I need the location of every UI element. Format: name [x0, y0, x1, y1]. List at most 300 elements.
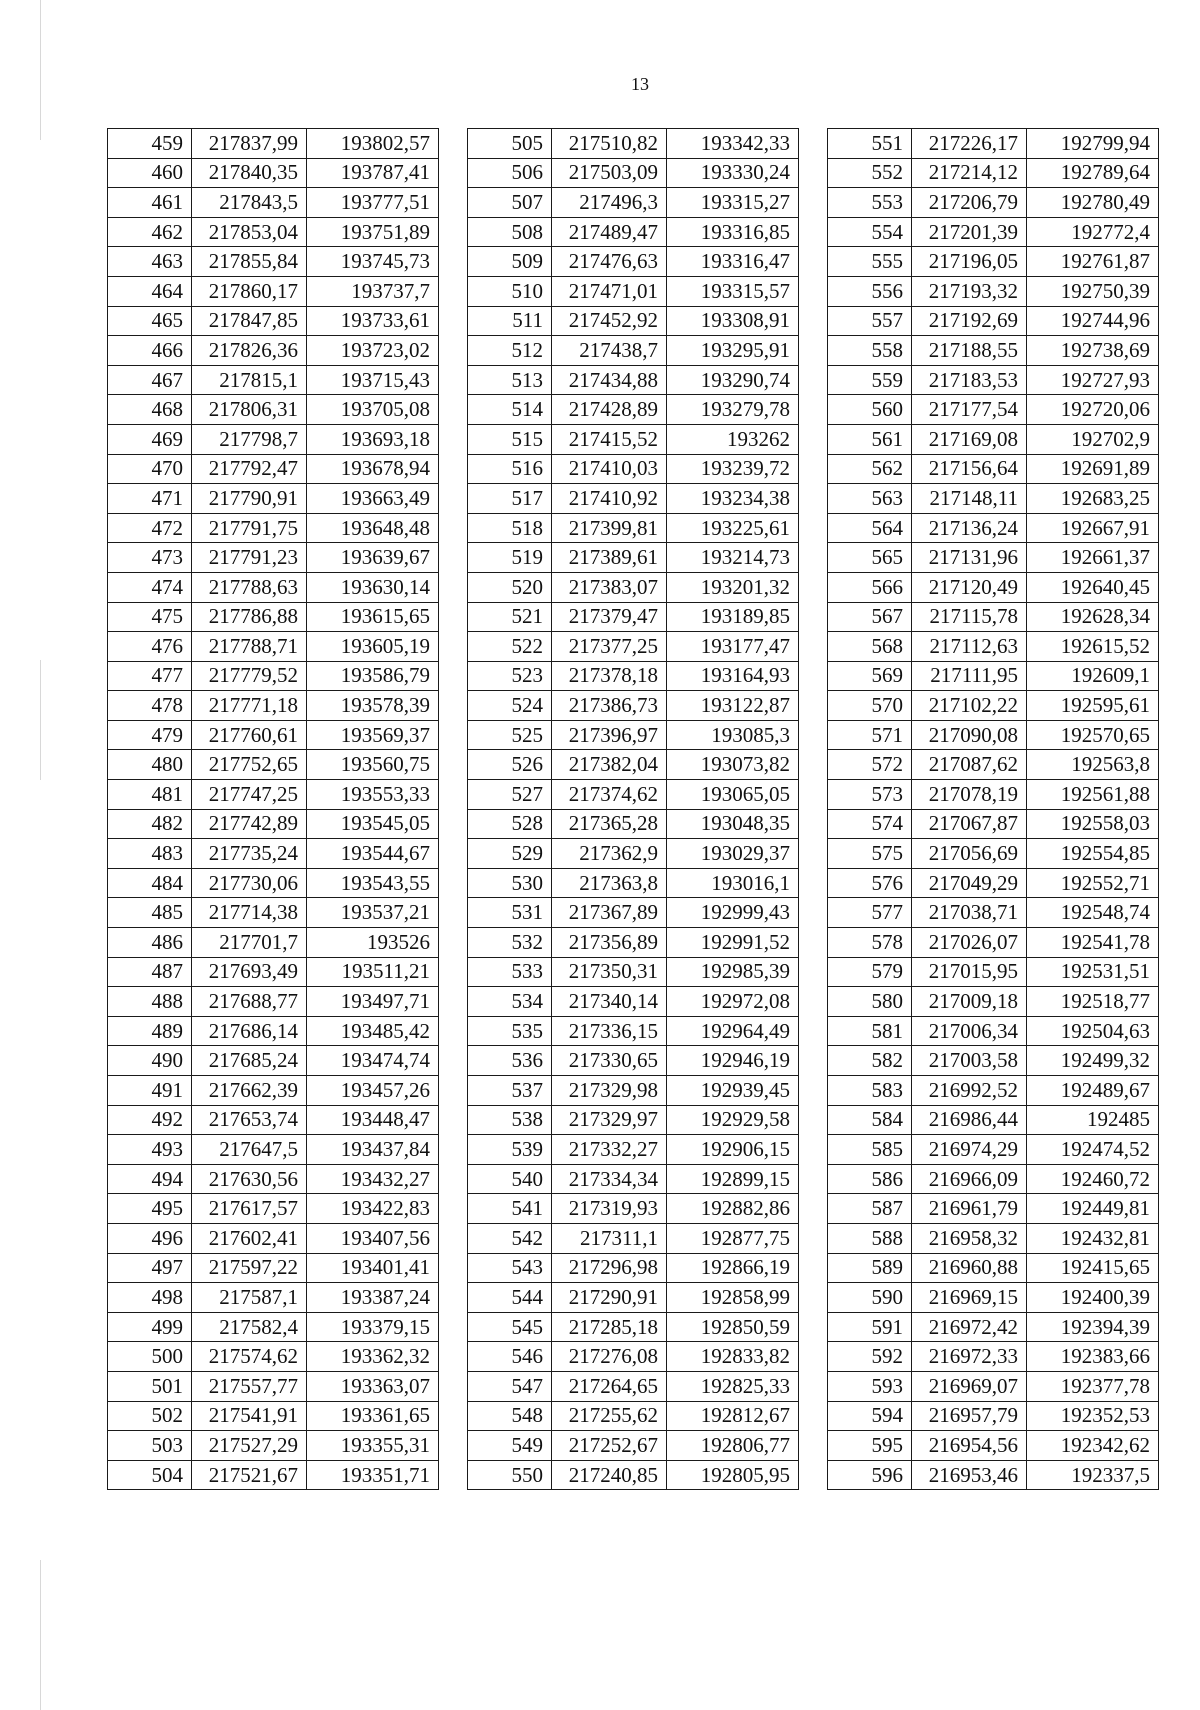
point-number-cell: 547: [468, 1371, 552, 1401]
y-coordinate-cell: 192548,74: [1027, 898, 1159, 928]
point-number-cell: 520: [468, 572, 552, 602]
point-number-cell: 571: [828, 720, 912, 750]
x-coordinate-cell: 217399,81: [552, 513, 667, 543]
y-coordinate-cell: 193745,73: [307, 247, 439, 277]
point-number-cell: 554: [828, 217, 912, 247]
point-number-cell: 582: [828, 1046, 912, 1076]
point-number-cell: 508: [468, 217, 552, 247]
table-row: [828, 217, 1159, 247]
x-coordinate-cell: 217837,99: [192, 129, 307, 159]
point-number-cell: 462: [108, 217, 192, 247]
table-row: [468, 1135, 799, 1165]
table-row: [468, 1312, 799, 1342]
x-coordinate-cell: 217112,63: [912, 632, 1027, 662]
y-coordinate-cell: 192415,65: [1027, 1253, 1159, 1283]
x-coordinate-cell: 217730,06: [192, 868, 307, 898]
table-row: [468, 395, 799, 425]
y-coordinate-cell: 192558,03: [1027, 809, 1159, 839]
point-number-cell: 537: [468, 1076, 552, 1106]
x-coordinate-cell: 217686,14: [192, 1016, 307, 1046]
table-row: [108, 454, 439, 484]
coordinates-table-3: [827, 128, 1159, 1490]
point-number-cell: 533: [468, 957, 552, 987]
y-coordinate-cell: 192691,89: [1027, 454, 1159, 484]
table-row: [108, 928, 439, 958]
table-row: [108, 572, 439, 602]
y-coordinate-cell: 193214,73: [667, 543, 799, 573]
scan-edge-line: [40, 1560, 41, 1710]
point-number-cell: 538: [468, 1105, 552, 1135]
table-row: [108, 395, 439, 425]
y-coordinate-cell: 192615,52: [1027, 632, 1159, 662]
point-number-cell: 549: [468, 1431, 552, 1461]
point-number-cell: 560: [828, 395, 912, 425]
point-number-cell: 521: [468, 602, 552, 632]
point-number-cell: 500: [108, 1342, 192, 1372]
y-coordinate-cell: 193448,47: [307, 1105, 439, 1135]
table-row: [468, 454, 799, 484]
point-number-cell: 459: [108, 129, 192, 159]
y-coordinate-cell: 193605,19: [307, 632, 439, 662]
point-number-cell: 578: [828, 928, 912, 958]
table-row: [108, 543, 439, 573]
table-row: [828, 1431, 1159, 1461]
point-number-cell: 477: [108, 661, 192, 691]
y-coordinate-cell: 193802,57: [307, 129, 439, 159]
point-number-cell: 557: [828, 306, 912, 336]
table-row: [828, 809, 1159, 839]
y-coordinate-cell: 192850,59: [667, 1312, 799, 1342]
table-row: [108, 957, 439, 987]
table-row: [468, 928, 799, 958]
y-coordinate-cell: 192640,45: [1027, 572, 1159, 602]
y-coordinate-cell: 192877,75: [667, 1223, 799, 1253]
table-row: [828, 1046, 1159, 1076]
point-number-cell: 502: [108, 1401, 192, 1431]
point-number-cell: 542: [468, 1223, 552, 1253]
point-number-cell: 540: [468, 1164, 552, 1194]
point-number-cell: 474: [108, 572, 192, 602]
y-coordinate-cell: 192667,91: [1027, 513, 1159, 543]
table-row: [108, 336, 439, 366]
x-coordinate-cell: 217647,5: [192, 1135, 307, 1165]
y-coordinate-cell: 192394,39: [1027, 1312, 1159, 1342]
table-row: [828, 1460, 1159, 1490]
y-coordinate-cell: 193362,32: [307, 1342, 439, 1372]
y-coordinate-cell: 192985,39: [667, 957, 799, 987]
y-coordinate-cell: 192972,08: [667, 987, 799, 1017]
y-coordinate-cell: 193073,82: [667, 750, 799, 780]
point-number-cell: 523: [468, 661, 552, 691]
table-row: [828, 336, 1159, 366]
y-coordinate-cell: 193715,43: [307, 365, 439, 395]
table-row: [108, 661, 439, 691]
y-coordinate-cell: 192489,67: [1027, 1076, 1159, 1106]
table-row: [108, 188, 439, 218]
y-coordinate-cell: 192400,39: [1027, 1283, 1159, 1313]
x-coordinate-cell: 217527,29: [192, 1431, 307, 1461]
point-number-cell: 504: [108, 1460, 192, 1490]
table-row: [828, 1194, 1159, 1224]
point-number-cell: 551: [828, 129, 912, 159]
x-coordinate-cell: 217148,11: [912, 484, 1027, 514]
table-row: [828, 424, 1159, 454]
table-row: [468, 661, 799, 691]
table-row: [828, 572, 1159, 602]
table-row: [108, 217, 439, 247]
table-row: [468, 839, 799, 869]
y-coordinate-cell: 192661,37: [1027, 543, 1159, 573]
x-coordinate-cell: 217617,57: [192, 1194, 307, 1224]
x-coordinate-cell: 217410,92: [552, 484, 667, 514]
point-number-cell: 531: [468, 898, 552, 928]
point-number-cell: 467: [108, 365, 192, 395]
table-row: [828, 484, 1159, 514]
y-coordinate-cell: 192738,69: [1027, 336, 1159, 366]
table-row: [468, 365, 799, 395]
point-number-cell: 583: [828, 1076, 912, 1106]
x-coordinate-cell: 217771,18: [192, 691, 307, 721]
point-number-cell: 577: [828, 898, 912, 928]
x-coordinate-cell: 217003,58: [912, 1046, 1027, 1076]
x-coordinate-cell: 217329,97: [552, 1105, 667, 1135]
table-row: [828, 661, 1159, 691]
y-coordinate-cell: 192750,39: [1027, 276, 1159, 306]
x-coordinate-cell: 217386,73: [552, 691, 667, 721]
y-coordinate-cell: 192991,52: [667, 928, 799, 958]
y-coordinate-cell: 193363,07: [307, 1371, 439, 1401]
y-coordinate-cell: 193693,18: [307, 424, 439, 454]
y-coordinate-cell: 192504,63: [1027, 1016, 1159, 1046]
y-coordinate-cell: 193387,24: [307, 1283, 439, 1313]
y-coordinate-cell: 192772,4: [1027, 217, 1159, 247]
x-coordinate-cell: 217415,52: [552, 424, 667, 454]
y-coordinate-cell: 192806,77: [667, 1431, 799, 1461]
point-number-cell: 545: [468, 1312, 552, 1342]
table-row: [468, 1283, 799, 1313]
y-coordinate-cell: 193432,27: [307, 1164, 439, 1194]
x-coordinate-cell: 217853,04: [192, 217, 307, 247]
point-number-cell: 492: [108, 1105, 192, 1135]
x-coordinate-cell: 217177,54: [912, 395, 1027, 425]
table-row: [468, 247, 799, 277]
point-number-cell: 479: [108, 720, 192, 750]
x-coordinate-cell: 217541,91: [192, 1401, 307, 1431]
table-row: [828, 1223, 1159, 1253]
y-coordinate-cell: 193315,57: [667, 276, 799, 306]
x-coordinate-cell: 217378,18: [552, 661, 667, 691]
y-coordinate-cell: 193016,1: [667, 868, 799, 898]
table-row: [468, 1164, 799, 1194]
table-row: [468, 513, 799, 543]
point-number-cell: 541: [468, 1194, 552, 1224]
y-coordinate-cell: 193330,24: [667, 158, 799, 188]
point-number-cell: 515: [468, 424, 552, 454]
x-coordinate-cell: 217188,55: [912, 336, 1027, 366]
y-coordinate-cell: 192825,33: [667, 1371, 799, 1401]
x-coordinate-cell: 217788,63: [192, 572, 307, 602]
point-number-cell: 527: [468, 780, 552, 810]
table-row: [108, 780, 439, 810]
y-coordinate-cell: 193639,67: [307, 543, 439, 573]
point-number-cell: 544: [468, 1283, 552, 1313]
x-coordinate-cell: 217747,25: [192, 780, 307, 810]
point-number-cell: 543: [468, 1253, 552, 1283]
table-row: [828, 543, 1159, 573]
y-coordinate-cell: 193787,41: [307, 158, 439, 188]
point-number-cell: 581: [828, 1016, 912, 1046]
x-coordinate-cell: 217791,75: [192, 513, 307, 543]
y-coordinate-cell: 192906,15: [667, 1135, 799, 1165]
point-number-cell: 590: [828, 1283, 912, 1313]
x-coordinate-cell: 217496,3: [552, 188, 667, 218]
x-coordinate-cell: 216960,88: [912, 1253, 1027, 1283]
table-row: [468, 1105, 799, 1135]
table-row: [468, 1223, 799, 1253]
x-coordinate-cell: 217489,47: [552, 217, 667, 247]
table-row: [828, 868, 1159, 898]
y-coordinate-cell: 193315,27: [667, 188, 799, 218]
table-row: [108, 632, 439, 662]
point-number-cell: 491: [108, 1076, 192, 1106]
x-coordinate-cell: 217365,28: [552, 809, 667, 839]
y-coordinate-cell: 192702,9: [1027, 424, 1159, 454]
table-row: [828, 1401, 1159, 1431]
table-row: [108, 1223, 439, 1253]
y-coordinate-cell: 193085,3: [667, 720, 799, 750]
x-coordinate-cell: 217111,95: [912, 661, 1027, 691]
y-coordinate-cell: 192799,94: [1027, 129, 1159, 159]
x-coordinate-cell: 217860,17: [192, 276, 307, 306]
point-number-cell: 526: [468, 750, 552, 780]
x-coordinate-cell: 217389,61: [552, 543, 667, 573]
table-row: [468, 306, 799, 336]
x-coordinate-cell: 217653,74: [192, 1105, 307, 1135]
table-row: [108, 750, 439, 780]
x-coordinate-cell: 217396,97: [552, 720, 667, 750]
x-coordinate-cell: 217786,88: [192, 602, 307, 632]
x-coordinate-cell: 217587,1: [192, 1283, 307, 1313]
table-row: [828, 1016, 1159, 1046]
table-row: [468, 276, 799, 306]
y-coordinate-cell: 193751,89: [307, 217, 439, 247]
table-row: [828, 306, 1159, 336]
table-row: [108, 1460, 439, 1490]
y-coordinate-cell: 193407,56: [307, 1223, 439, 1253]
table-row: [828, 987, 1159, 1017]
table-row: [828, 720, 1159, 750]
point-number-cell: 463: [108, 247, 192, 277]
point-number-cell: 530: [468, 868, 552, 898]
point-number-cell: 596: [828, 1460, 912, 1490]
x-coordinate-cell: 217788,71: [192, 632, 307, 662]
point-number-cell: 559: [828, 365, 912, 395]
x-coordinate-cell: 217471,01: [552, 276, 667, 306]
point-number-cell: 511: [468, 306, 552, 336]
x-coordinate-cell: 217006,34: [912, 1016, 1027, 1046]
x-coordinate-cell: 217752,65: [192, 750, 307, 780]
table-row: [468, 602, 799, 632]
point-number-cell: 489: [108, 1016, 192, 1046]
x-coordinate-cell: 217192,69: [912, 306, 1027, 336]
point-number-cell: 566: [828, 572, 912, 602]
y-coordinate-cell: 193615,65: [307, 602, 439, 632]
y-coordinate-cell: 193239,72: [667, 454, 799, 484]
x-coordinate-cell: 217362,9: [552, 839, 667, 869]
x-coordinate-cell: 217350,31: [552, 957, 667, 987]
y-coordinate-cell: 193361,65: [307, 1401, 439, 1431]
table-row: [828, 602, 1159, 632]
y-coordinate-cell: 193379,15: [307, 1312, 439, 1342]
point-number-cell: 486: [108, 928, 192, 958]
y-coordinate-cell: 192554,85: [1027, 839, 1159, 869]
table-row: [108, 1371, 439, 1401]
table-row: [828, 1342, 1159, 1372]
point-number-cell: 567: [828, 602, 912, 632]
y-coordinate-cell: 193122,87: [667, 691, 799, 721]
x-coordinate-cell: 216992,52: [912, 1076, 1027, 1106]
point-number-cell: 574: [828, 809, 912, 839]
x-coordinate-cell: 217790,91: [192, 484, 307, 514]
x-coordinate-cell: 217503,09: [552, 158, 667, 188]
x-coordinate-cell: 216957,79: [912, 1401, 1027, 1431]
point-number-cell: 546: [468, 1342, 552, 1372]
point-number-cell: 553: [828, 188, 912, 218]
point-number-cell: 471: [108, 484, 192, 514]
y-coordinate-cell: 192744,96: [1027, 306, 1159, 336]
x-coordinate-cell: 216972,42: [912, 1312, 1027, 1342]
point-number-cell: 535: [468, 1016, 552, 1046]
x-coordinate-cell: 217336,15: [552, 1016, 667, 1046]
y-coordinate-cell: 192561,88: [1027, 780, 1159, 810]
y-coordinate-cell: 193316,85: [667, 217, 799, 247]
x-coordinate-cell: 217009,18: [912, 987, 1027, 1017]
table-row: [108, 987, 439, 1017]
point-number-cell: 524: [468, 691, 552, 721]
table-row: [828, 1076, 1159, 1106]
point-number-cell: 558: [828, 336, 912, 366]
x-coordinate-cell: 216972,33: [912, 1342, 1027, 1372]
table-row: [828, 1105, 1159, 1135]
y-coordinate-cell: 192337,5: [1027, 1460, 1159, 1490]
y-coordinate-cell: 193295,91: [667, 336, 799, 366]
y-coordinate-cell: 193316,47: [667, 247, 799, 277]
y-coordinate-cell: 192541,78: [1027, 928, 1159, 958]
x-coordinate-cell: 217356,89: [552, 928, 667, 958]
x-coordinate-cell: 217311,1: [552, 1223, 667, 1253]
table-row: [108, 306, 439, 336]
y-coordinate-cell: 192789,64: [1027, 158, 1159, 188]
y-coordinate-cell: 192570,65: [1027, 720, 1159, 750]
x-coordinate-cell: 217026,07: [912, 928, 1027, 958]
table-row: [468, 1076, 799, 1106]
x-coordinate-cell: 217196,05: [912, 247, 1027, 277]
point-number-cell: 595: [828, 1431, 912, 1461]
y-coordinate-cell: 192805,95: [667, 1460, 799, 1490]
x-coordinate-cell: 216969,15: [912, 1283, 1027, 1313]
point-number-cell: 464: [108, 276, 192, 306]
y-coordinate-cell: 193189,85: [667, 602, 799, 632]
point-number-cell: 591: [828, 1312, 912, 1342]
point-number-cell: 498: [108, 1283, 192, 1313]
y-coordinate-cell: 193723,02: [307, 336, 439, 366]
point-number-cell: 468: [108, 395, 192, 425]
table-row: [108, 1283, 439, 1313]
x-coordinate-cell: 216961,79: [912, 1194, 1027, 1224]
y-coordinate-cell: 192609,1: [1027, 661, 1159, 691]
table-row: [468, 572, 799, 602]
x-coordinate-cell: 217382,04: [552, 750, 667, 780]
x-coordinate-cell: 217574,62: [192, 1342, 307, 1372]
point-number-cell: 573: [828, 780, 912, 810]
y-coordinate-cell: 193065,05: [667, 780, 799, 810]
x-coordinate-cell: 217840,35: [192, 158, 307, 188]
x-coordinate-cell: 217434,88: [552, 365, 667, 395]
point-number-cell: 593: [828, 1371, 912, 1401]
point-number-cell: 528: [468, 809, 552, 839]
point-number-cell: 576: [828, 868, 912, 898]
point-number-cell: 522: [468, 632, 552, 662]
table-row: [468, 868, 799, 898]
x-coordinate-cell: 217252,67: [552, 1431, 667, 1461]
x-coordinate-cell: 217332,27: [552, 1135, 667, 1165]
x-coordinate-cell: 217087,62: [912, 750, 1027, 780]
point-number-cell: 564: [828, 513, 912, 543]
table-row: [108, 1253, 439, 1283]
x-coordinate-cell: 217255,62: [552, 1401, 667, 1431]
point-number-cell: 570: [828, 691, 912, 721]
point-number-cell: 496: [108, 1223, 192, 1253]
y-coordinate-cell: 193537,21: [307, 898, 439, 928]
x-coordinate-cell: 217428,89: [552, 395, 667, 425]
point-number-cell: 475: [108, 602, 192, 632]
table-row: [468, 129, 799, 159]
table-row: [828, 188, 1159, 218]
point-number-cell: 497: [108, 1253, 192, 1283]
point-number-cell: 501: [108, 1371, 192, 1401]
point-number-cell: 586: [828, 1164, 912, 1194]
y-coordinate-cell: 192939,45: [667, 1076, 799, 1106]
x-coordinate-cell: 217136,24: [912, 513, 1027, 543]
point-number-cell: 529: [468, 839, 552, 869]
table-row: [108, 424, 439, 454]
y-coordinate-cell: 193586,79: [307, 661, 439, 691]
point-number-cell: 495: [108, 1194, 192, 1224]
y-coordinate-cell: 193201,32: [667, 572, 799, 602]
x-coordinate-cell: 217521,67: [192, 1460, 307, 1490]
point-number-cell: 505: [468, 129, 552, 159]
x-coordinate-cell: 217193,32: [912, 276, 1027, 306]
x-coordinate-cell: 217701,7: [192, 928, 307, 958]
table-row: [828, 1283, 1159, 1313]
table-row: [828, 1312, 1159, 1342]
y-coordinate-cell: 192761,87: [1027, 247, 1159, 277]
point-number-cell: 563: [828, 484, 912, 514]
x-coordinate-cell: 216969,07: [912, 1371, 1027, 1401]
point-number-cell: 516: [468, 454, 552, 484]
table-row: [108, 1194, 439, 1224]
y-coordinate-cell: 193437,84: [307, 1135, 439, 1165]
y-coordinate-cell: 193678,94: [307, 454, 439, 484]
point-number-cell: 466: [108, 336, 192, 366]
y-coordinate-cell: 193526: [307, 928, 439, 958]
table-row: [468, 720, 799, 750]
y-coordinate-cell: 192449,81: [1027, 1194, 1159, 1224]
y-coordinate-cell: 193560,75: [307, 750, 439, 780]
y-coordinate-cell: 192342,62: [1027, 1431, 1159, 1461]
y-coordinate-cell: 192552,71: [1027, 868, 1159, 898]
table-row: [108, 247, 439, 277]
